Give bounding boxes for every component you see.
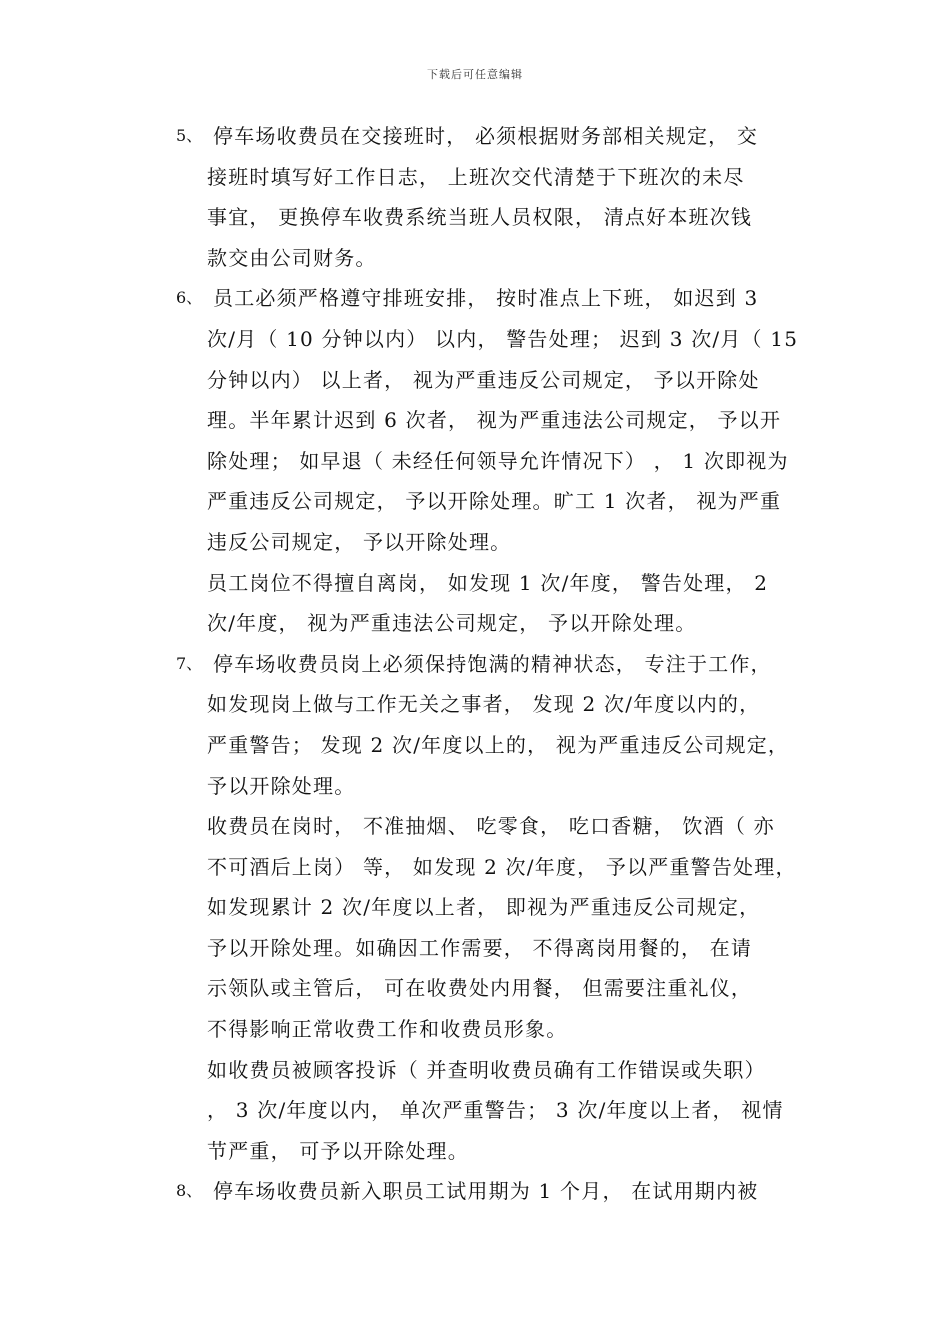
text-line: 停车场收费员岗上必须保持饱满的精神状态， 专注于工作， [213, 651, 772, 676]
text-line: 款交由公司财务。 [207, 245, 377, 270]
page-header-note: 下载后可任意编辑 [427, 68, 523, 81]
item-number: 5、 [176, 126, 203, 145]
text-line: 严重违反公司规定， 予以开除处理。旷工 1 次者， 视为严重 [207, 489, 782, 514]
document-body [0, 116, 950, 1212]
text-line: 予以开除处理。 [207, 773, 356, 798]
text-line: 员工必须严格遵守排班安排， 按时准点上下班， 如迟到 3 [213, 286, 759, 311]
text-line: 不得影响正常收费工作和收费员形象。 [207, 1017, 568, 1042]
text-line: 理。半年累计迟到 6 次者， 视为严重违法公司规定， 予以开 [207, 408, 782, 433]
text-line: 节严重， 可予以开除处理。 [207, 1138, 469, 1163]
text-line: ， 3 次/年度以内， 单次严重警告； 3 次/年度以上者， 视情 [207, 1098, 784, 1123]
text-line: 分钟以内） 以上者， 视为严重违反公司规定， 予以开除处 [207, 367, 760, 392]
text-line: 接班时填写好工作日志， 上班次交代清楚于下班次的未尽 [207, 164, 745, 189]
text-line: 事宜， 更换停车收费系统当班人员权限， 清点好本班次钱 [207, 205, 753, 230]
text-line: 次/月（ 10 分钟以内） 以内， 警告处理； 迟到 3 次/月（ 15 [207, 326, 799, 351]
text-line: 如收费员被顾客投诉（ 并查明收费员确有工作错误或失职） [207, 1057, 766, 1082]
text-line: 除处理； 如早退（ 未经任何领导允许情况下） ， 1 次即视为 [207, 448, 789, 473]
text-line: 如发现岗上做与工作无关之事者， 发现 2 次/年度以内的， [207, 692, 761, 717]
text-line: 示领队或主管后， 可在收费处内用餐， 但需要注重礼仪， [207, 976, 753, 1001]
item-number: 8、 [176, 1181, 203, 1201]
text-line: 不可酒后上岗） 等， 如发现 2 次/年度， 予以严重警告处理， [207, 854, 797, 879]
item-number: 6、 [176, 288, 203, 308]
text-line: 严重警告； 发现 2 次/年度以上的， 视为严重违反公司规定， [207, 732, 790, 757]
text-line: 次/年度， 视为严重违法公司规定， 予以开除处理。 [207, 611, 697, 636]
text-line: 收费员在岗时， 不准抽烟、 吃零食， 吃口香糖， 饮酒（ 亦 [207, 814, 775, 839]
item-number: 7、 [176, 653, 203, 673]
text-line: 员工岗位不得擅自离岗， 如发现 1 次/年度， 警告处理， 2 [207, 570, 769, 595]
text-line: 停车场收费员新入职员工试用期为 1 个月， 在试用期内被 [213, 1179, 759, 1204]
text-line: 停车场收费员在交接班时， 必须根据财务部相关规定， 交 [213, 124, 759, 148]
text-line: 予以开除处理。如确因工作需要， 不得离岗用餐的， 在请 [207, 935, 753, 960]
list-item-6 [0, 278, 950, 643]
list-item-7 [0, 644, 950, 1172]
list-item-8 [0, 1171, 950, 1212]
list-item-5 [0, 116, 950, 278]
text-line: 如发现累计 2 次/年度以上者， 即视为严重违反公司规定， [207, 895, 761, 920]
text-line: 违反公司规定， 予以开除处理。 [207, 529, 512, 554]
